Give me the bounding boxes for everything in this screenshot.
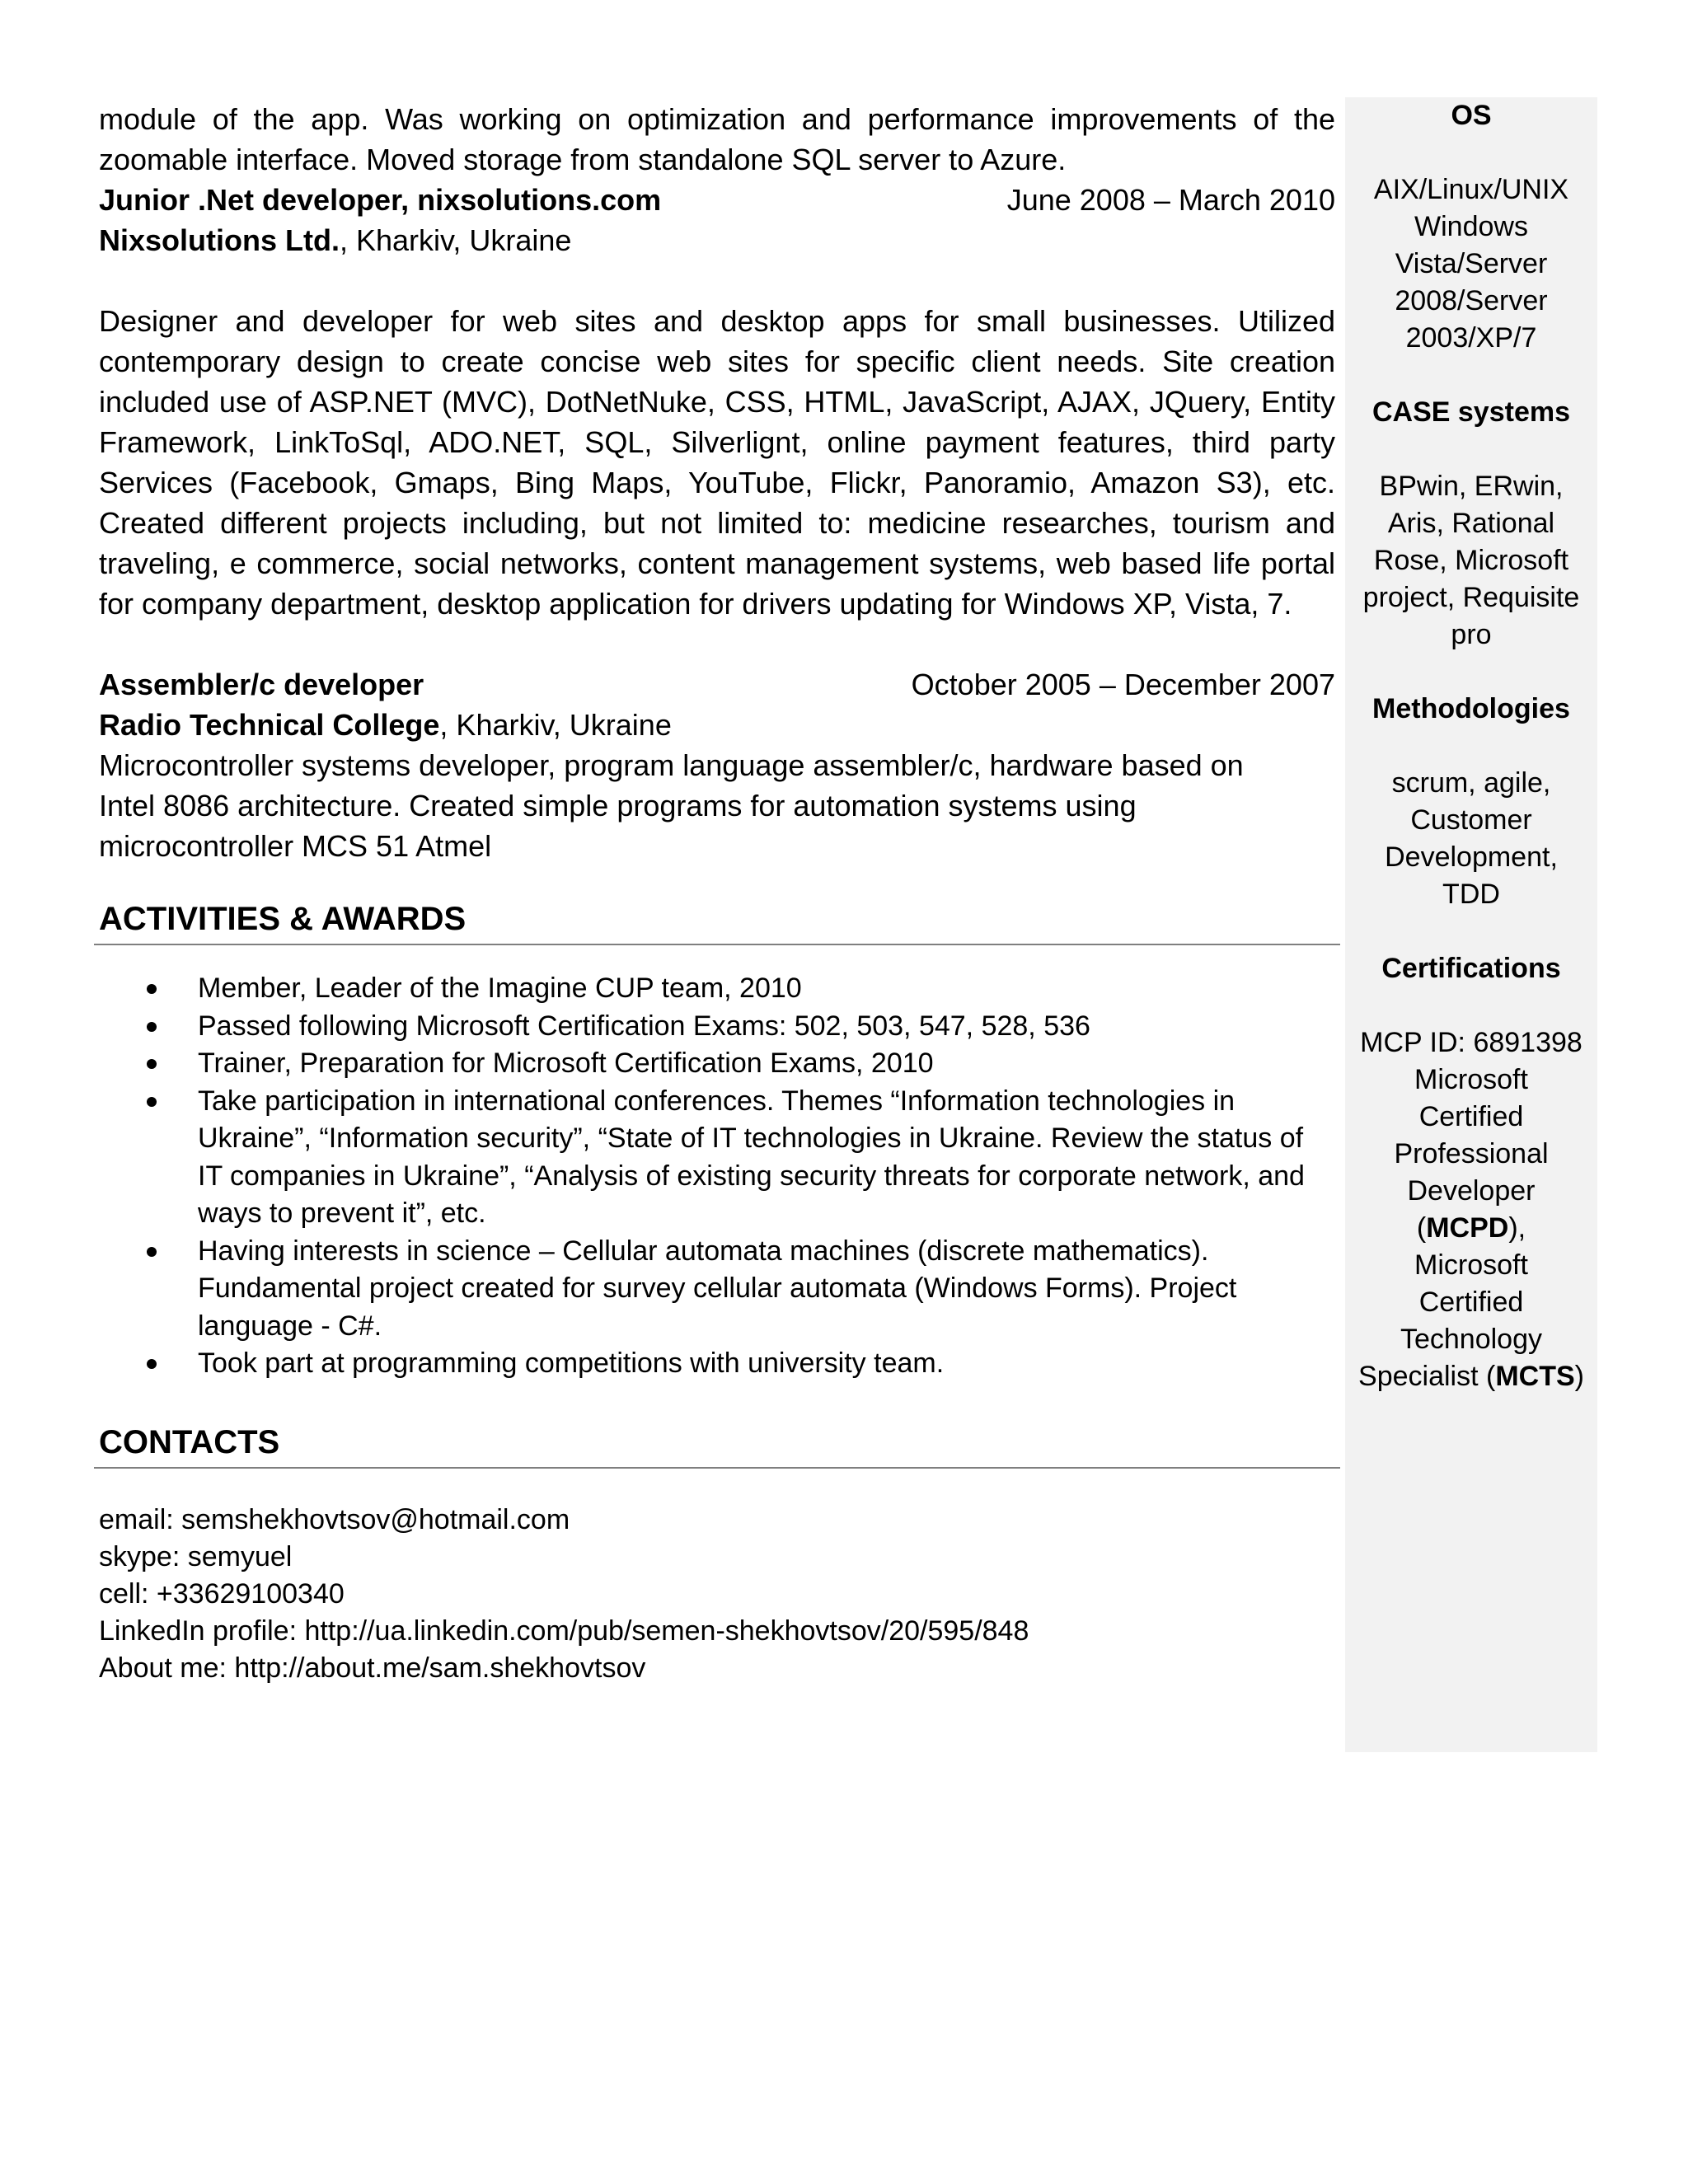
- cert-line: Developer: [1407, 1175, 1536, 1207]
- job-description-line: microcontroller MCS 51 Atmel: [99, 829, 492, 863]
- job-description-line: Intel 8086 architecture. Created simple programs for automation systems using: [99, 789, 1137, 823]
- job-company-line: [99, 705, 1335, 745]
- job-dates: October 2005 – December 2007: [911, 668, 1335, 701]
- cert-line: Microsoft: [1414, 1249, 1528, 1281]
- contact-about[interactable]: About me: http://about.me/sam.shekhovtsov: [99, 1652, 646, 1684]
- cert-mcts: MCTS: [1495, 1361, 1575, 1392]
- os-line: Vista/Server: [1395, 248, 1548, 279]
- case-line: Aris, Rational: [1387, 508, 1555, 539]
- cert-line: Professional: [1394, 1138, 1549, 1169]
- method-line: scrum, agile,: [1391, 767, 1551, 799]
- job-header: [99, 664, 1335, 705]
- activities-heading: ACTIVITIES & AWARDS: [94, 894, 1340, 945]
- job-description-line: Microcontroller systems developer, program language assembler/c, hardware based on: [99, 748, 1244, 782]
- os-line: 2003/XP/7: [1405, 322, 1537, 354]
- job-title: Junior .Net developer, nixsolutions.com: [99, 183, 662, 217]
- cert-mcpd: MCPD: [1426, 1212, 1509, 1244]
- case-line: project, Requisite: [1362, 582, 1580, 613]
- case-list: [1345, 468, 1597, 654]
- cert-line: (MCPD),: [1416, 1212, 1526, 1244]
- job-company: Radio Technical College: [99, 708, 440, 742]
- cert-line: Microsoft: [1414, 1064, 1528, 1095]
- case-line: BPwin, ERwin,: [1379, 471, 1564, 502]
- intro-line-2: zoomable interface. Moved storage from standalone SQL server to Azure.: [99, 143, 1067, 176]
- job-description: Designer and developer for web sites and desktop apps for small businesses. Utilized contemporary design to create concise web sites for specific client needs. Site creation included use of ASP.NET (MVC), DotNetNuke, CSS, HTML, JavaScript, AJAX, JQuery, Entity Framework, LinkToSql, ADO.NET, SQL, Silverlignt, online payment features, third party Services (Facebook, Gmaps, Bing Maps, YouTube, Flickr, Panoramio, Amazon S3), etc. Created different projects including, but not limited to: medicine researches, tourism and traveling, e commerce, social networks, content management systems, web based life portal for company department, desktop application for drivers updating for Windows XP, Vista, 7.: [99, 304, 1335, 621]
- os-heading: OS: [1451, 100, 1492, 131]
- os-line: AIX/Linux/UNIX: [1373, 174, 1569, 205]
- list-item: Passed following Microsoft Certification Exams: 502, 503, 547, 528, 536: [198, 1008, 1335, 1046]
- contacts-heading: CONTACTS: [94, 1418, 1340, 1469]
- methodologies-heading: Methodologies: [1372, 693, 1570, 724]
- os-line: 2008/Server: [1395, 285, 1548, 316]
- method-line: Customer: [1410, 804, 1532, 836]
- cert-line: Certified: [1418, 1286, 1524, 1318]
- job-title: Assembler/c developer: [99, 668, 424, 701]
- contact-email[interactable]: email: semshekhovtsov@hotmail.com: [99, 1503, 570, 1535]
- cert-line: Certified: [1418, 1101, 1524, 1132]
- case-line: pro: [1451, 619, 1492, 650]
- job-company-line: [99, 220, 1335, 260]
- job-dates: June 2008 – March 2010: [1006, 183, 1335, 217]
- job-header: [99, 180, 1335, 220]
- method-line: TDD: [1442, 879, 1500, 910]
- certifications-heading: Certifications: [1381, 953, 1561, 984]
- contacts-block: [99, 1502, 1335, 1687]
- methodologies-list: [1345, 765, 1597, 913]
- job-location: , Kharkiv, Ukraine: [439, 708, 672, 742]
- cert-line: Technology: [1400, 1324, 1542, 1355]
- cert-line: MCP ID: 6891398: [1360, 1027, 1582, 1058]
- job-company: Nixsolutions Ltd.: [99, 223, 340, 257]
- list-item: Took part at programming competitions with university team.: [198, 1345, 1335, 1383]
- cert-line: Specialist (MCTS): [1358, 1361, 1584, 1392]
- certifications-list: [1345, 1024, 1597, 1395]
- list-item: Trainer, Preparation for Microsoft Certification Exams, 2010: [198, 1045, 1335, 1083]
- job-location: , Kharkiv, Ukraine: [340, 223, 572, 257]
- intro-line-1: module of the app. Was working on optimization and performance improvements of the: [99, 102, 1335, 136]
- os-list: [1345, 171, 1597, 357]
- list-item: Take participation in international conferences. Themes “Information technologies in Ukraine”, “Information security”, “State of IT technologies in Ukraine. Review the status of IT companies in Ukraine”, “Analysis of existing security threats for corporate network, and ways to prevent it”, etc.: [198, 1083, 1335, 1233]
- contact-linkedin[interactable]: LinkedIn profile: http://ua.linkedin.com/pub/semen-shekhovtsov/20/595/848: [99, 1615, 1029, 1647]
- os-line: Windows: [1414, 211, 1528, 242]
- contact-skype: skype: semyuel: [99, 1540, 293, 1572]
- case-heading: CASE systems: [1372, 396, 1570, 428]
- activities-list: [99, 970, 1335, 1383]
- contact-cell: cell: +33629100340: [99, 1577, 345, 1610]
- main-column: [99, 99, 1335, 1687]
- list-item: Member, Leader of the Imagine CUP team, 2010: [198, 970, 1335, 1008]
- list-item: Having interests in science – Cellular automata machines (discrete mathematics). Fundamental project created for survey cellular automata (Windows Forms). Project language - C#.: [198, 1233, 1335, 1346]
- case-line: Rose, Microsoft: [1373, 545, 1569, 576]
- method-line: Development,: [1385, 841, 1558, 873]
- skills-sidebar: [1345, 97, 1597, 1752]
